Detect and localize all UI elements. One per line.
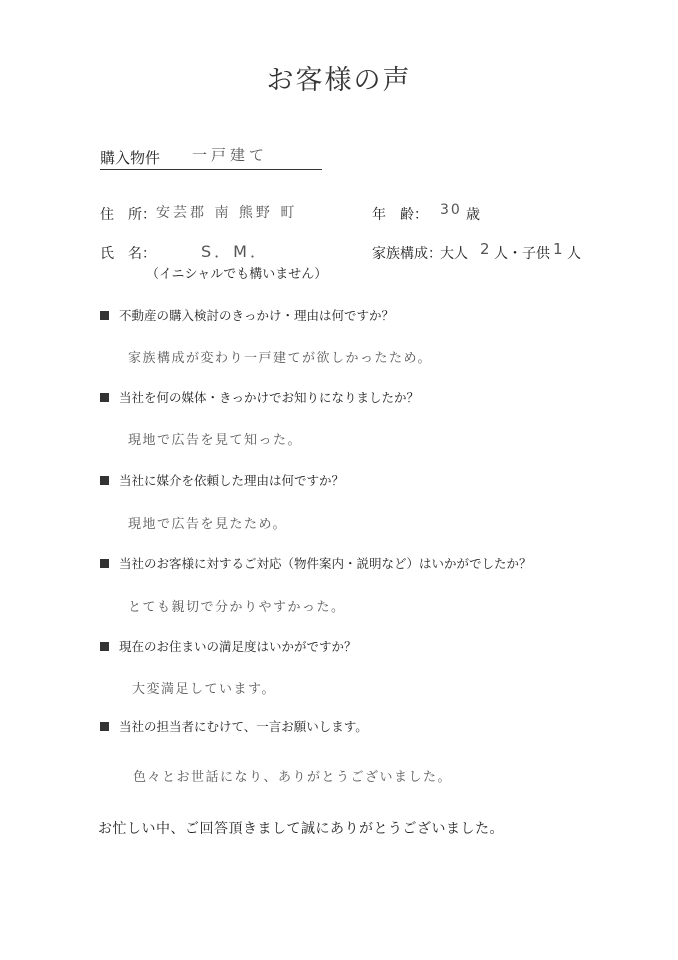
square-bullet-icon — [100, 559, 109, 568]
square-bullet-icon — [100, 476, 109, 485]
answer-1: 家族構成が変わり一戸建てが欲しかったため。 — [128, 351, 432, 366]
square-bullet-icon — [100, 393, 109, 402]
family-children-unit: 人 — [567, 246, 581, 262]
answer-4: とても親切で分かりやすかった。 — [128, 600, 346, 615]
question-4 — [100, 554, 532, 572]
property-label: 購入物件 — [100, 149, 161, 167]
age-value: 30 — [440, 202, 462, 218]
family-adults-label: 大人 — [440, 246, 468, 262]
answer-3: 現地で広告を見たため。 — [128, 517, 287, 532]
family-children-count: 1 — [553, 240, 565, 258]
question-text: 不動産の購入検討のきっかけ・理由は何ですか？ — [119, 308, 395, 323]
question-text: 当社を何の媒体・きっかけでお知りになりましたか？ — [119, 390, 420, 405]
property-value: 一戸建て — [192, 146, 269, 164]
question-text: 当社の担当者にむけて、一言お願いします。 — [119, 719, 368, 734]
answer-2: 現地で広告を見て知った。 — [128, 433, 303, 448]
address-value: 安芸郡 南 熊野 町 — [156, 205, 298, 221]
square-bullet-icon — [100, 642, 109, 651]
square-bullet-icon — [100, 311, 109, 320]
question-2 — [100, 388, 419, 406]
name-note: （イニシャルでも構いません） — [146, 267, 328, 282]
name-label: 氏 名： — [100, 246, 156, 262]
question-1 — [100, 306, 394, 324]
address-label: 住 所： — [100, 207, 156, 223]
question-text: 当社に媒介を依頼した理由は何ですか？ — [119, 473, 345, 488]
question-text: 当社のお客様に対するご対応（物件案内・説明など）はいかがでしたか？ — [119, 556, 532, 571]
property-row — [100, 147, 322, 171]
square-bullet-icon — [100, 722, 109, 731]
family-adults-count: 2 — [480, 240, 492, 258]
closing-message: お忙しい中、ご回答頂きまして誠にありがとうございました。 — [98, 821, 504, 837]
question-5 — [100, 637, 357, 655]
age-label: 年 齢： — [372, 207, 428, 223]
family-label: 家族構成： — [372, 246, 442, 262]
name-value: S．M． — [201, 242, 269, 261]
age-unit: 歳 — [466, 207, 480, 223]
question-text: 現在のお住まいの満足度はいかがですか？ — [119, 639, 357, 654]
question-3 — [100, 471, 344, 489]
question-6 — [100, 717, 368, 735]
answer-5: 大変満足しています。 — [132, 682, 276, 697]
page-title: お客様の声 — [266, 65, 412, 96]
property-underline — [100, 169, 322, 170]
answer-6: 色々とお世話になり、ありがとうございました。 — [133, 770, 453, 785]
family-adults-unit: 人・子供 — [494, 246, 550, 262]
